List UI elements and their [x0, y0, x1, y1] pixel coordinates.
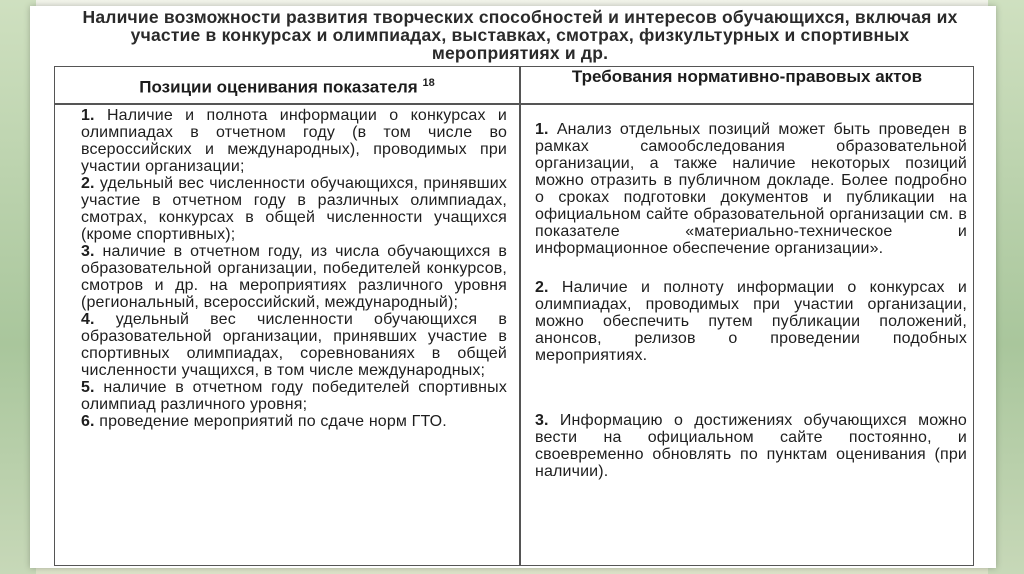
- item-text: Наличие и полнота информации о конкурсах и олимпиадах в отчетном году (в том числе во всероссийских и международных), проводимых при участии организации;: [81, 107, 507, 175]
- item-text: наличие в отчетном году победителей спортивных олимпиад различного уровня;: [81, 379, 507, 413]
- footnote-marker: 18: [422, 77, 435, 89]
- item-text: Информацию о достижениях обучающихся можно вести на официальном сайте постоянно, и своевременно обновлять по пунктам оценивания (при наличии).: [535, 412, 967, 480]
- left-column-header: [55, 67, 519, 105]
- left-item: [81, 175, 507, 243]
- left-item: [81, 107, 507, 175]
- left-item: [81, 413, 507, 430]
- item-number: 4.: [81, 311, 95, 328]
- item-number: 6.: [81, 413, 95, 430]
- item-text: удельный вес численности обучающихся, принявших участие в отчетном году в различных олимпиадах, смотрах, конкурсах в общей численности учащихся (кроме спортивных);: [81, 175, 507, 243]
- item-number: 3.: [535, 412, 549, 429]
- left-column: [55, 67, 521, 565]
- item-number: 5.: [81, 379, 95, 396]
- item-text: Анализ отдельных позиций может быть проведен в рамках самообследования образовательной организации, а также наличие некоторых позиций можно отразить в публичном докладе. Более подробно о сроках подготовки документов и публикации на официальном сайте образовательной организации см. в показателе «материально-техническое и информационное обеспечение организации».: [535, 121, 967, 257]
- left-item: [81, 243, 507, 311]
- slide: [30, 6, 996, 568]
- item-number: 2.: [81, 175, 95, 192]
- item-text: удельный вес численности обучающихся в образовательной организации, принявших участие в спортивных олимпиадах, соревнованиях в общей численности учащихся, в том числе международных;: [81, 311, 507, 379]
- right-item: [535, 279, 967, 364]
- item-text: проведение мероприятий по сдаче норм ГТО.: [99, 413, 447, 430]
- left-column-header-text: Позиции оценивания показателя: [139, 77, 418, 97]
- right-item: [535, 412, 967, 480]
- right-column-header: Требования нормативно-правовых актов: [521, 67, 973, 105]
- item-number: 3.: [81, 243, 95, 260]
- slide-title: Наличие возможности развития творческих способностей и интересов обучающихся, включая их участие в конкурсах и олимпиадах, выставках, смотрах, физкультурных и спортивных мероприятиях и др.: [82, 7, 958, 63]
- item-text: Наличие и полноту информации о конкурсах и олимпиадах, проводимых при участии организации, можно обеспечить путем публикации положений, анонсов, релизов о проведении подобных мероприятиях.: [535, 279, 967, 364]
- right-column: [521, 67, 973, 565]
- criteria-table: [54, 66, 974, 566]
- item-number: 2.: [535, 279, 549, 296]
- item-number: 1.: [81, 107, 95, 124]
- left-column-body: [81, 107, 507, 430]
- item-text: наличие в отчетном году, из числа обучающихся в образовательной организации, победителей конкурсов, смотров и др. на мероприятиях различного уровня (региональный, всероссийский, международный);: [81, 243, 507, 311]
- item-number: 1.: [535, 121, 549, 138]
- right-item: [535, 121, 967, 257]
- left-item: [81, 379, 507, 413]
- right-column-body: [535, 107, 967, 480]
- left-item: [81, 311, 507, 379]
